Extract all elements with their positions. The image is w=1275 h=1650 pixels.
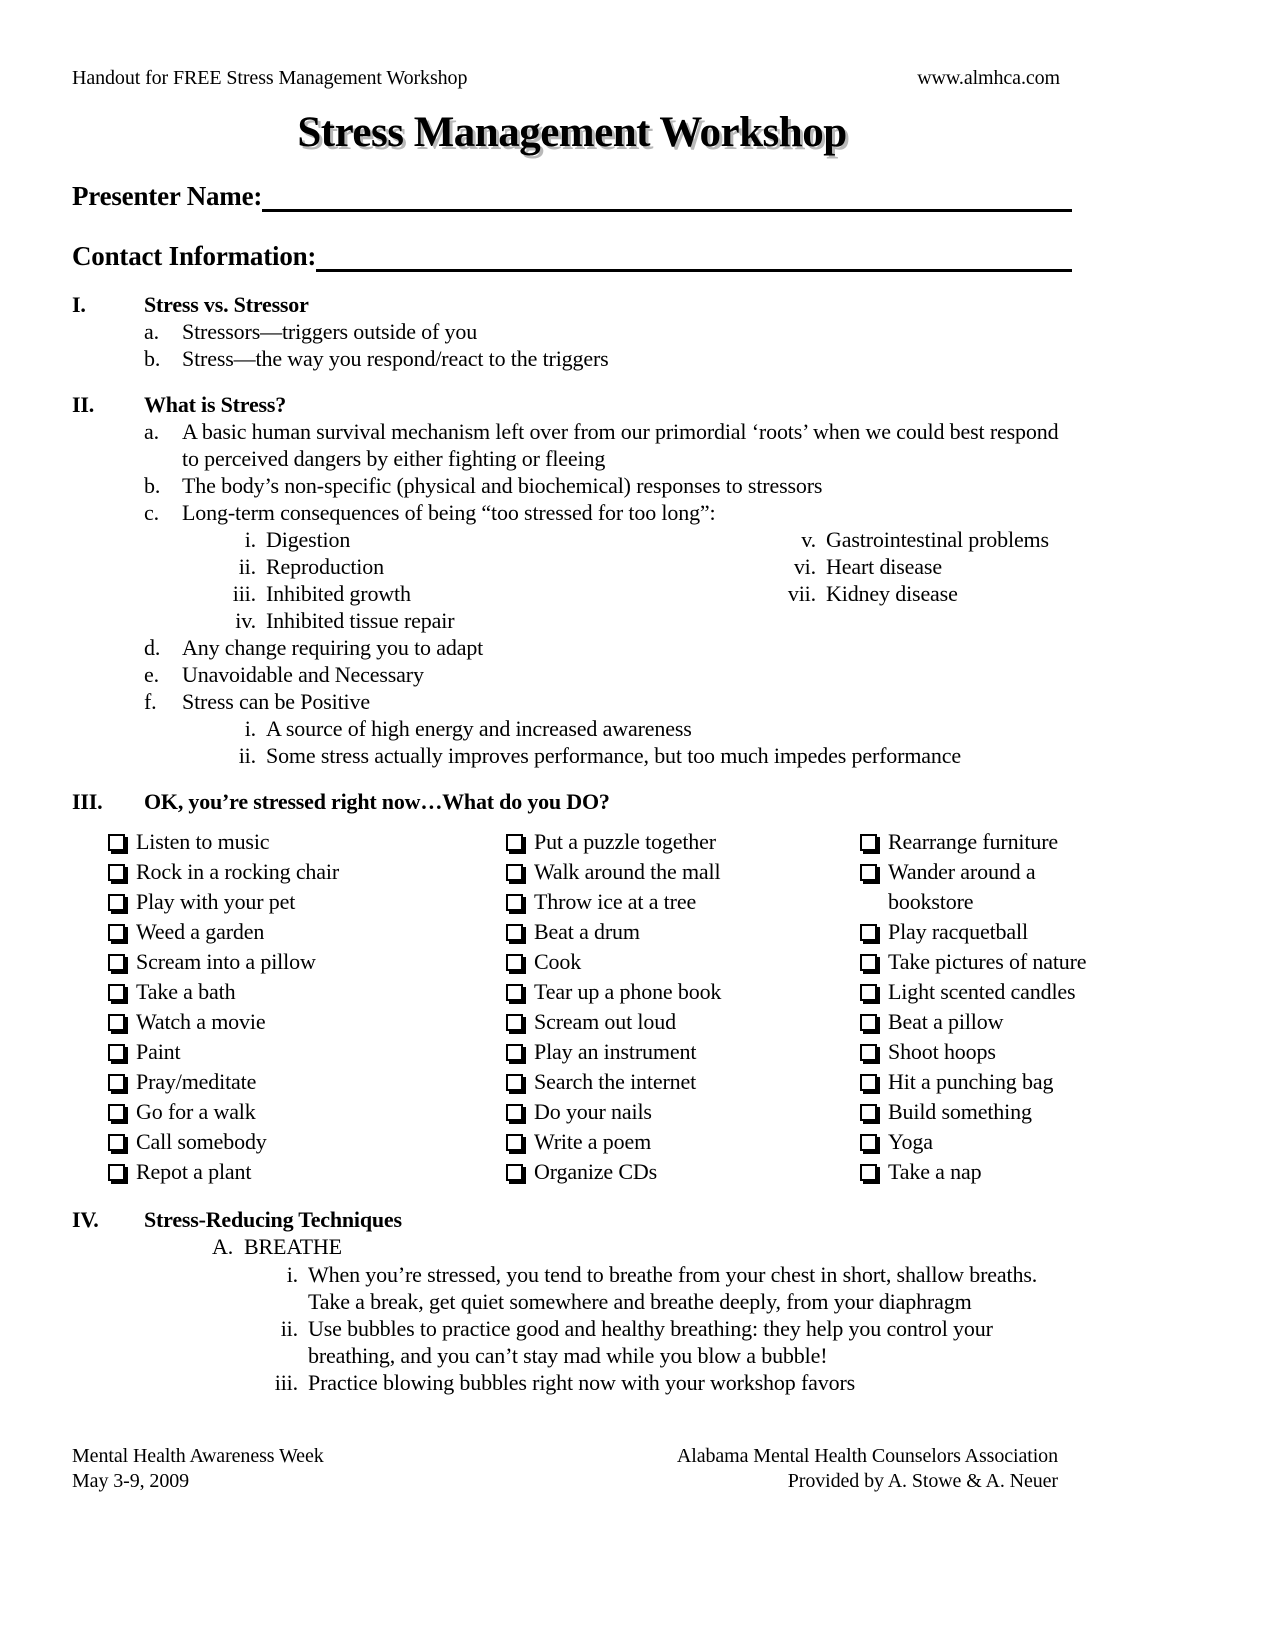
list-item (144, 418, 1072, 472)
checklist-label: Beat a drum (534, 919, 640, 944)
checkbox-icon[interactable] (506, 1104, 523, 1121)
list-item (144, 345, 1072, 372)
list-text: Digestion (266, 527, 351, 552)
checkbox-icon[interactable] (860, 864, 877, 881)
stress-positive-sublist (220, 715, 1072, 769)
checklist-item[interactable] (506, 917, 860, 947)
section-iv-heading (72, 1207, 1072, 1233)
contact-information-rule[interactable] (316, 243, 1072, 272)
list-marker: vi. (793, 554, 816, 579)
section-i-title: Stress vs. Stressor (144, 292, 309, 317)
list-text: A source of high energy and increased awareness (266, 716, 692, 741)
section-what-is-stress (72, 392, 1072, 769)
checklist-item[interactable] (108, 1127, 506, 1157)
list-marker: e. (144, 662, 159, 687)
list-item (780, 580, 1072, 607)
page-title: Stress Management Workshop (297, 109, 847, 156)
checklist-label: Light scented candles (888, 979, 1076, 1004)
list-text: Kidney disease (826, 581, 958, 606)
checkbox-icon[interactable] (506, 984, 523, 1001)
section-i-number: I. (72, 292, 86, 317)
list-item (780, 526, 1072, 553)
list-item (220, 607, 780, 634)
list-item (144, 472, 1072, 499)
presenter-name-rule[interactable] (262, 183, 1072, 212)
checklist-label: Watch a movie (136, 1009, 266, 1034)
checklist-item[interactable] (506, 947, 860, 977)
checklist-item[interactable] (860, 1157, 1108, 1187)
checklist-item[interactable] (506, 827, 860, 857)
list-text: When you’re stressed, you tend to breathe from your chest in short, shallow breaths. Take a break, get quiet somewhere and breathe deeply, from your diaphragm (308, 1262, 1038, 1314)
checklist-item[interactable] (108, 1067, 506, 1097)
section-iii-number: III. (72, 789, 103, 814)
checklist-item[interactable] (506, 1157, 860, 1187)
list-text: Stressors—triggers outside of you (182, 319, 478, 344)
list-item (212, 1233, 1072, 1261)
checklist-item[interactable] (860, 1067, 1108, 1097)
checklist-item[interactable] (506, 1007, 860, 1037)
checkbox-icon[interactable] (506, 894, 523, 911)
section-iv-number: IV. (72, 1207, 99, 1232)
contact-information-label: Contact Information: (72, 241, 317, 271)
checkbox-icon[interactable] (860, 1134, 877, 1151)
checkbox-icon[interactable] (108, 1134, 125, 1151)
checkbox-icon[interactable] (860, 1104, 877, 1121)
section-ii-heading (72, 392, 1072, 418)
checkbox-icon[interactable] (108, 1074, 125, 1091)
list-item (260, 1369, 1072, 1396)
checklist-item[interactable] (506, 1127, 860, 1157)
list-item (144, 634, 1072, 661)
checklist-label: Yoga (888, 1129, 933, 1154)
checklist-label: Cook (534, 949, 582, 974)
checklist-item[interactable] (108, 1157, 506, 1187)
list-text: BREATHE (244, 1234, 342, 1259)
checkbox-icon[interactable] (506, 834, 523, 851)
list-marker: ii. (238, 743, 256, 768)
list-marker: ii. (238, 554, 256, 579)
list-item (220, 553, 780, 580)
list-item (220, 742, 1072, 769)
section-iv-title: Stress-Reducing Techniques (144, 1207, 402, 1232)
section-stress-vs-stressor (72, 292, 1072, 372)
running-header-left: Handout for FREE Stress Management Workshop (72, 67, 468, 89)
checklist-label: Throw ice at a tree (534, 889, 697, 914)
checklist-label: Play with your pet (136, 889, 296, 914)
list-marker: b. (144, 346, 161, 371)
page-footer (72, 1444, 1072, 1494)
list-item (144, 661, 1072, 688)
checkbox-icon[interactable] (860, 1044, 877, 1061)
checkbox-icon[interactable] (506, 1014, 523, 1031)
checklist-label: Search the internet (534, 1069, 697, 1094)
list-text: Any change requiring you to adapt (182, 635, 484, 660)
checklist-item[interactable] (108, 1097, 506, 1127)
checkbox-icon[interactable] (506, 864, 523, 881)
checklist-label: Shoot hoops (888, 1039, 996, 1064)
running-header-right: www.almhca.com (917, 67, 1060, 89)
list-marker: iii. (274, 1370, 298, 1395)
checklist-label: Take pictures of nature (888, 949, 1087, 974)
checkbox-icon[interactable] (108, 984, 125, 1001)
list-text: Heart disease (826, 554, 942, 579)
presenter-name-label: Presenter Name: (72, 181, 263, 211)
footer-left-line-1: Mental Health Awareness Week (72, 1445, 324, 1467)
footer-left-line-2: May 3-9, 2009 (72, 1470, 190, 1492)
checklist-item[interactable] (108, 947, 506, 977)
list-marker: d. (144, 635, 161, 660)
checklist-label: Write a poem (534, 1129, 652, 1154)
list-marker: i. (244, 527, 256, 552)
checklist-column-2 (506, 827, 860, 1187)
checklist-item[interactable] (108, 857, 506, 887)
checklist-label: Scream out loud (534, 1009, 676, 1034)
checklist-label: Pray/meditate (136, 1069, 257, 1094)
checklist-label: Repot a plant (136, 1159, 252, 1184)
list-marker: f. (144, 689, 157, 714)
checklist-item[interactable] (860, 857, 1108, 917)
checkbox-icon[interactable] (860, 1074, 877, 1091)
section-iii-heading (72, 789, 1072, 815)
checklist-item[interactable] (860, 1127, 1108, 1157)
checklist-label: Tear up a phone book (534, 979, 722, 1004)
checklist-label: Hit a punching bag (888, 1069, 1054, 1094)
checklist-label: Go for a walk (136, 1099, 256, 1124)
list-text: Practice blowing bubbles right now with your workshop favors (308, 1370, 856, 1395)
checkbox-icon[interactable] (108, 1164, 125, 1181)
checkbox-icon[interactable] (108, 1014, 125, 1031)
checkbox-icon[interactable] (506, 1164, 523, 1181)
checklist-item[interactable] (860, 977, 1108, 1007)
checklist-label: Paint (136, 1039, 181, 1064)
section-ii-number: II. (72, 392, 95, 417)
list-marker: c. (144, 500, 159, 525)
checklist-item[interactable] (506, 887, 860, 917)
checklist-item[interactable] (506, 857, 860, 887)
list-marker: i. (286, 1262, 298, 1287)
list-text: Stress—the way you respond/react to the triggers (182, 346, 609, 371)
section-what-do-you-do (72, 789, 1087, 1187)
contact-information-field[interactable] (72, 240, 1072, 272)
list-marker: i. (244, 716, 256, 741)
list-marker: iv. (235, 608, 256, 633)
checkbox-icon[interactable] (506, 1044, 523, 1061)
checklist-item[interactable] (108, 917, 506, 947)
checklist-item[interactable] (108, 1007, 506, 1037)
list-text: Some stress actually improves performance, but too much impedes performance (266, 743, 961, 768)
list-marker: iii. (232, 581, 256, 606)
checkbox-icon[interactable] (108, 954, 125, 971)
list-item (144, 688, 1072, 715)
list-text: Long-term consequences of being “too stressed for too long”: (182, 500, 716, 525)
consequences-two-column-list (220, 526, 1072, 634)
checklist-column-3 (860, 827, 1108, 1187)
checklist-label: Wander around a bookstore (888, 859, 1036, 914)
list-item (260, 1261, 1072, 1315)
document-body (72, 66, 1087, 1396)
list-item (220, 580, 780, 607)
breathe-sublist (260, 1261, 1072, 1396)
checkbox-icon[interactable] (108, 894, 125, 911)
list-text: Inhibited growth (266, 581, 411, 606)
checklist-item[interactable] (108, 827, 506, 857)
checklist-label: Beat a pillow (888, 1009, 1004, 1034)
checklist-label: Rearrange furniture (888, 829, 1059, 854)
presenter-name-field[interactable] (72, 180, 1072, 212)
checklist-item[interactable] (860, 917, 1108, 947)
list-marker: A. (212, 1234, 234, 1259)
list-text: Unavoidable and Necessary (182, 662, 424, 687)
checkbox-icon[interactable] (108, 834, 125, 851)
list-item (144, 499, 1072, 526)
list-marker: b. (144, 473, 161, 498)
section-i-heading (72, 292, 1072, 318)
checklist-item[interactable] (860, 1037, 1108, 1067)
checkbox-icon[interactable] (108, 924, 125, 941)
section-ii-title: What is Stress? (144, 392, 287, 417)
checklist-label: Do your nails (534, 1099, 652, 1124)
checklist-label: Rock in a rocking chair (136, 859, 340, 884)
checklist-item[interactable] (108, 1037, 506, 1067)
checklist-label: Play racquetball (888, 919, 1028, 944)
list-marker: a. (144, 419, 159, 444)
checklist-label: Put a puzzle together (534, 829, 716, 854)
running-header (72, 66, 1072, 90)
checklist-label: Build something (888, 1099, 1032, 1124)
checklist-item[interactable] (506, 1037, 860, 1067)
checkbox-icon[interactable] (506, 954, 523, 971)
list-marker: ii. (280, 1316, 298, 1341)
checkbox-icon[interactable] (860, 924, 877, 941)
section-stress-reducing-techniques (72, 1207, 1072, 1396)
checklist-label: Take a nap (888, 1159, 982, 1184)
checklist-item[interactable] (108, 887, 506, 917)
checklist-label: Weed a garden (136, 919, 265, 944)
checkbox-icon[interactable] (860, 954, 877, 971)
list-marker: v. (801, 527, 816, 552)
checkbox-icon[interactable] (108, 864, 125, 881)
footer-right (677, 1444, 1072, 1494)
list-marker: a. (144, 319, 159, 344)
consequences-column-right (780, 526, 1072, 634)
checklist-label: Walk around the mall (534, 859, 721, 884)
section-iii-title: OK, you’re stressed right now…What do you DO? (144, 789, 610, 814)
list-text: The body’s non-specific (physical and biochemical) responses to stressors (182, 473, 823, 498)
checklist-item[interactable] (860, 947, 1108, 977)
checkbox-icon[interactable] (506, 1074, 523, 1091)
checkbox-icon[interactable] (506, 924, 523, 941)
list-marker: vii. (787, 581, 816, 606)
footer-right-line-2: Provided by A. Stowe & A. Neuer (787, 1470, 1058, 1492)
checklist-item[interactable] (506, 1067, 860, 1097)
checkbox-icon[interactable] (860, 1164, 877, 1181)
checkbox-icon[interactable] (108, 1044, 125, 1061)
list-text: Inhibited tissue repair (266, 608, 455, 633)
list-item (780, 553, 1072, 580)
checklist-item[interactable] (860, 1007, 1108, 1037)
list-text: Reproduction (266, 554, 384, 579)
footer-left (72, 1444, 324, 1494)
list-text: A basic human survival mechanism left over from our primordial ‘roots’ when we could best respond to perceived dangers by either fighting or fleeing (182, 419, 1059, 471)
checkbox-icon[interactable] (860, 1014, 877, 1031)
checklist-label: Take a bath (136, 979, 236, 1004)
footer-right-line-1: Alabama Mental Health Counselors Association (676, 1445, 1058, 1467)
checklist-column-1 (108, 827, 506, 1187)
checklist-label: Listen to music (136, 829, 270, 854)
consequences-column-left (220, 526, 780, 634)
coping-activities-checklist (108, 827, 1087, 1187)
checklist-item[interactable] (860, 1097, 1108, 1127)
list-item (220, 526, 780, 553)
list-item (144, 318, 1072, 345)
checklist-item[interactable] (506, 1097, 860, 1127)
checkbox-icon[interactable] (506, 1134, 523, 1151)
checklist-label: Scream into a pillow (136, 949, 316, 974)
list-item (220, 715, 1072, 742)
checklist-label: Play an instrument (534, 1039, 697, 1064)
list-item (260, 1315, 1072, 1369)
checklist-item[interactable] (860, 827, 1108, 857)
checklist-label: Call somebody (136, 1129, 267, 1154)
checklist-item[interactable] (506, 977, 860, 1007)
checkbox-icon[interactable] (860, 834, 877, 851)
checkbox-icon[interactable] (860, 984, 877, 1001)
list-text: Stress can be Positive (182, 689, 370, 714)
list-text: Use bubbles to practice good and healthy breathing: they help you control your breathing, and you can’t stay mad while you blow a bubble! (308, 1316, 993, 1368)
checklist-item[interactable] (108, 977, 506, 1007)
list-text: Gastrointestinal problems (826, 527, 1049, 552)
checkbox-icon[interactable] (108, 1104, 125, 1121)
checklist-label: Organize CDs (534, 1159, 658, 1184)
